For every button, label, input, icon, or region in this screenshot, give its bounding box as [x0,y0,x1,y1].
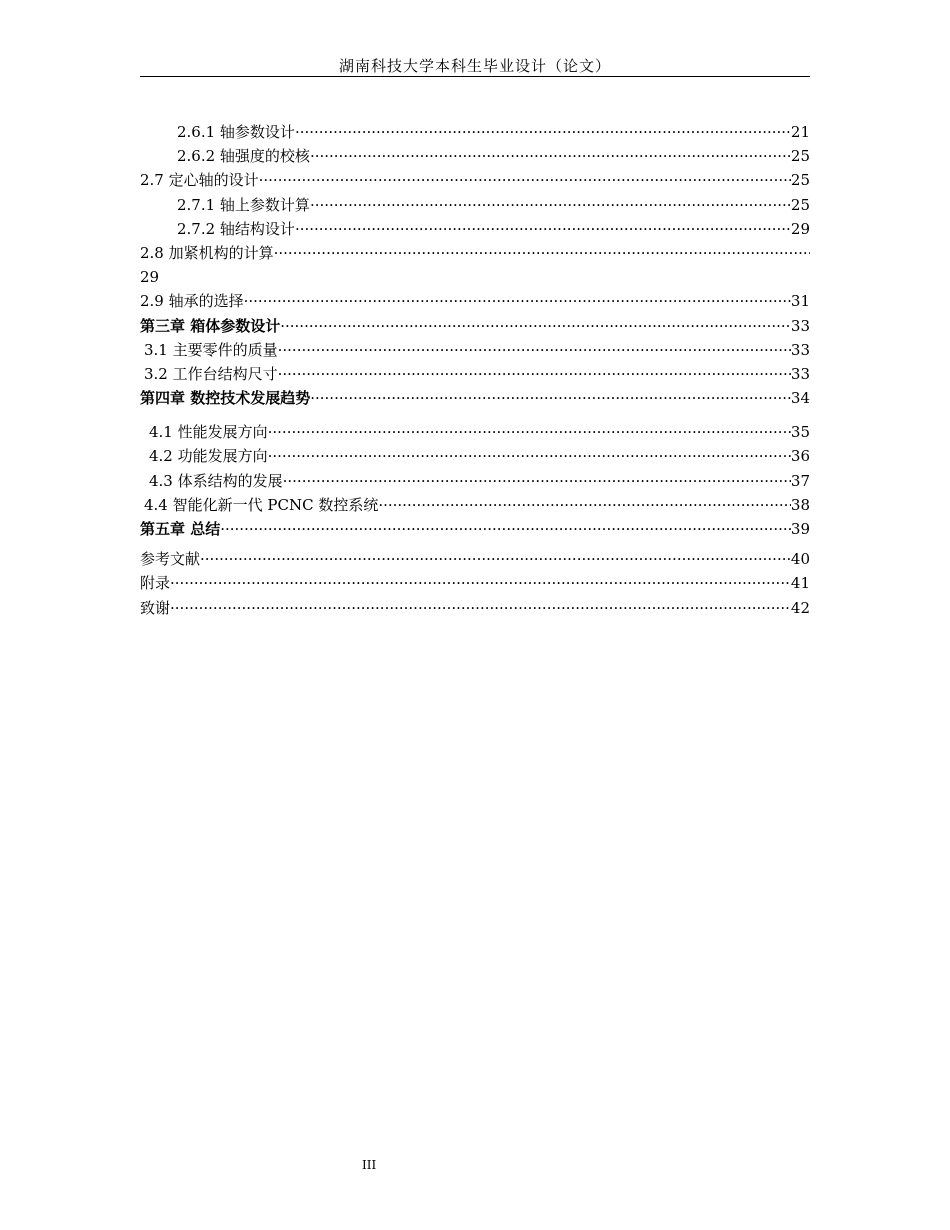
toc-entry[interactable] [140,168,810,192]
toc-entry[interactable] [140,444,810,468]
toc-entry-page: 35 [790,423,810,442]
toc-entry-page: 25 [790,195,810,214]
toc-entry-wrapped-page [140,265,810,289]
dot-leader [280,314,791,338]
toc-entry[interactable] [140,338,810,362]
toc-entry-page: 36 [790,447,810,466]
dot-leader [278,362,791,386]
dot-leader [295,217,791,241]
dot-leader [295,120,791,144]
toc-entry[interactable] [140,144,810,168]
dot-leader [278,338,791,362]
dot-leader [310,193,791,217]
toc-entry-page: 37 [790,471,810,490]
toc-entry[interactable] [140,217,810,241]
dot-leader [170,571,791,595]
dot-leader [378,493,791,517]
toc-entry-page: 25 [790,147,810,166]
toc-chapter[interactable] [140,314,810,338]
toc-entry-title: 参考文献 [140,550,201,569]
toc-entry-title: 4.2 功能发展方向 [149,447,268,466]
toc-entry-title: 2.7.2 轴结构设计 [177,219,295,238]
toc-entry-title: 第三章 箱体参数设计 [140,316,281,335]
toc-entry[interactable] [140,493,810,517]
toc-entry-page: 34 [790,389,810,408]
toc-entry-page: 33 [790,316,810,335]
toc-entry[interactable] [140,420,810,444]
toc-entry-title: 第五章 总结 [140,520,221,538]
dot-leader [170,596,791,620]
dot-leader [310,386,791,410]
toc-entry-title: 3.1 主要零件的质量 [144,340,278,359]
toc-entry-title: 2.6.1 轴参数设计 [177,123,295,141]
toc-entry-page: 31 [790,292,810,311]
dot-leader [268,444,791,468]
toc-entry-page: 33 [790,364,810,383]
toc-entry[interactable] [140,193,810,217]
toc-entry-page: 29 [790,219,810,238]
dot-leader [244,289,791,313]
page-number: III [362,1158,377,1172]
toc-entry-title: 4.4 智能化新一代 PCNC 数控系统 [144,495,379,514]
toc-entry[interactable] [140,547,810,571]
dot-leader [268,420,791,444]
toc-entry-title: 4.1 性能发展方向 [149,423,268,442]
dot-leader [200,547,791,571]
header-rule [140,76,810,77]
toc-entry[interactable] [140,469,810,493]
toc-chapter[interactable] [140,386,810,410]
dot-leader [220,517,791,541]
toc-entry-title: 4.3 体系结构的发展 [149,471,283,490]
toc-entry-page: 42 [790,598,810,617]
toc-entry-title: 2.9 轴承的选择 [140,292,244,311]
toc-entry[interactable] [140,120,810,144]
dot-leader [259,168,791,192]
toc-entry[interactable] [140,241,810,265]
dot-leader [274,241,810,265]
toc-entry-title: 3.2 工作台结构尺寸 [144,364,278,383]
toc-entry-title: 第四章 数控技术发展趋势 [140,389,311,408]
toc-entry-page: 40 [790,550,810,569]
toc-entry-title: 附录 [140,574,171,593]
toc-entry-title: 2.7.1 轴上参数计算 [177,195,310,214]
dot-leader [310,144,791,168]
dot-leader [283,469,791,493]
toc-entry-title: 2.6.2 轴强度的校核 [177,147,310,166]
toc-entry-page: 29 [140,268,160,287]
toc-entry[interactable] [140,596,810,620]
toc-entry-page: 39 [790,520,810,538]
toc-entry-page: 38 [790,495,810,514]
toc-entry-page: 33 [790,340,810,359]
toc-entry-page: 21 [790,123,810,141]
running-header: 湖南科技大学本科生毕业设计（论文） [338,57,611,75]
toc-entry-title: 致谢 [140,598,171,617]
toc-entry-page: 41 [790,574,810,593]
toc-entry-title: 2.7 定心轴的设计 [140,171,259,190]
toc-entry-page: 25 [790,171,810,190]
toc-chapter[interactable] [140,517,810,541]
toc-entry-title: 2.8 加紧机构的计算 [140,243,274,262]
table-of-contents [140,120,810,620]
toc-entry[interactable] [140,571,810,595]
toc-entry[interactable] [140,362,810,386]
toc-entry[interactable] [140,289,810,313]
